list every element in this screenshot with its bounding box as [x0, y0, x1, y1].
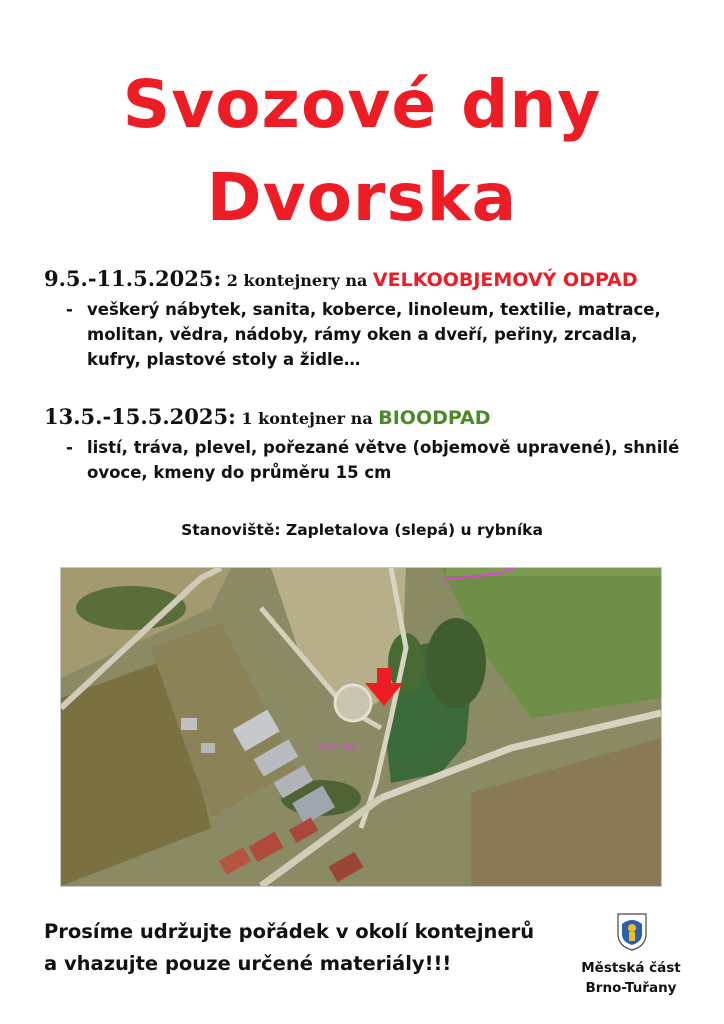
accepted-items: [44, 435, 684, 485]
footer-line2: a vhazujte pouze určené materiály!!!: [44, 952, 452, 975]
bullet-dash: -: [66, 300, 73, 319]
municipality-line2: Brno-Tuřany: [585, 980, 677, 996]
waste-category: VELKOOBJEMOVÝ ODPAD: [372, 269, 638, 291]
page-title-line2: Dvorska: [206, 159, 518, 236]
collection-section-bio: [44, 404, 684, 485]
page-title-line1: Svozové dny: [122, 66, 602, 143]
date-range: 9.5.-11.5.2025:: [44, 266, 222, 291]
municipality-name: [566, 958, 696, 998]
location-note: Stanoviště: Zapletalova (slepá) u rybníka: [181, 521, 543, 539]
aerial-map: [60, 567, 662, 887]
accepted-items: [44, 297, 684, 372]
accepted-items-text: listí, tráva, plevel, pořezané větve (objemově upravené), shnilé ovoce, kmeny do průměru 15 cm: [87, 438, 680, 482]
map-label: Dvorska: [316, 742, 357, 753]
waste-category: BIOODPAD: [378, 407, 491, 429]
section-heading: [44, 266, 684, 291]
bullet-dash: -: [66, 438, 73, 457]
coat-of-arms-icon: [616, 912, 648, 952]
collection-section-bulky: [44, 266, 684, 372]
container-count: 1 kontejner na: [235, 409, 379, 428]
accepted-items-text: veškerý nábytek, sanita, koberce, linoleum, textilie, matrace, molitan, vědra, nádoby, rámy oken a dveří, peřiny, zrcadla, kufry, plastové stoly a židle…: [87, 300, 661, 369]
container-count: 2 kontejnery na: [221, 271, 373, 290]
footer-line1: Prosíme udržujte pořádek v okolí kontejnerů: [44, 920, 535, 943]
municipality-line1: Městská část: [581, 960, 681, 976]
footer-message: [44, 916, 534, 980]
date-range: 13.5.-15.5.2025:: [44, 404, 236, 429]
section-heading: [44, 404, 684, 429]
